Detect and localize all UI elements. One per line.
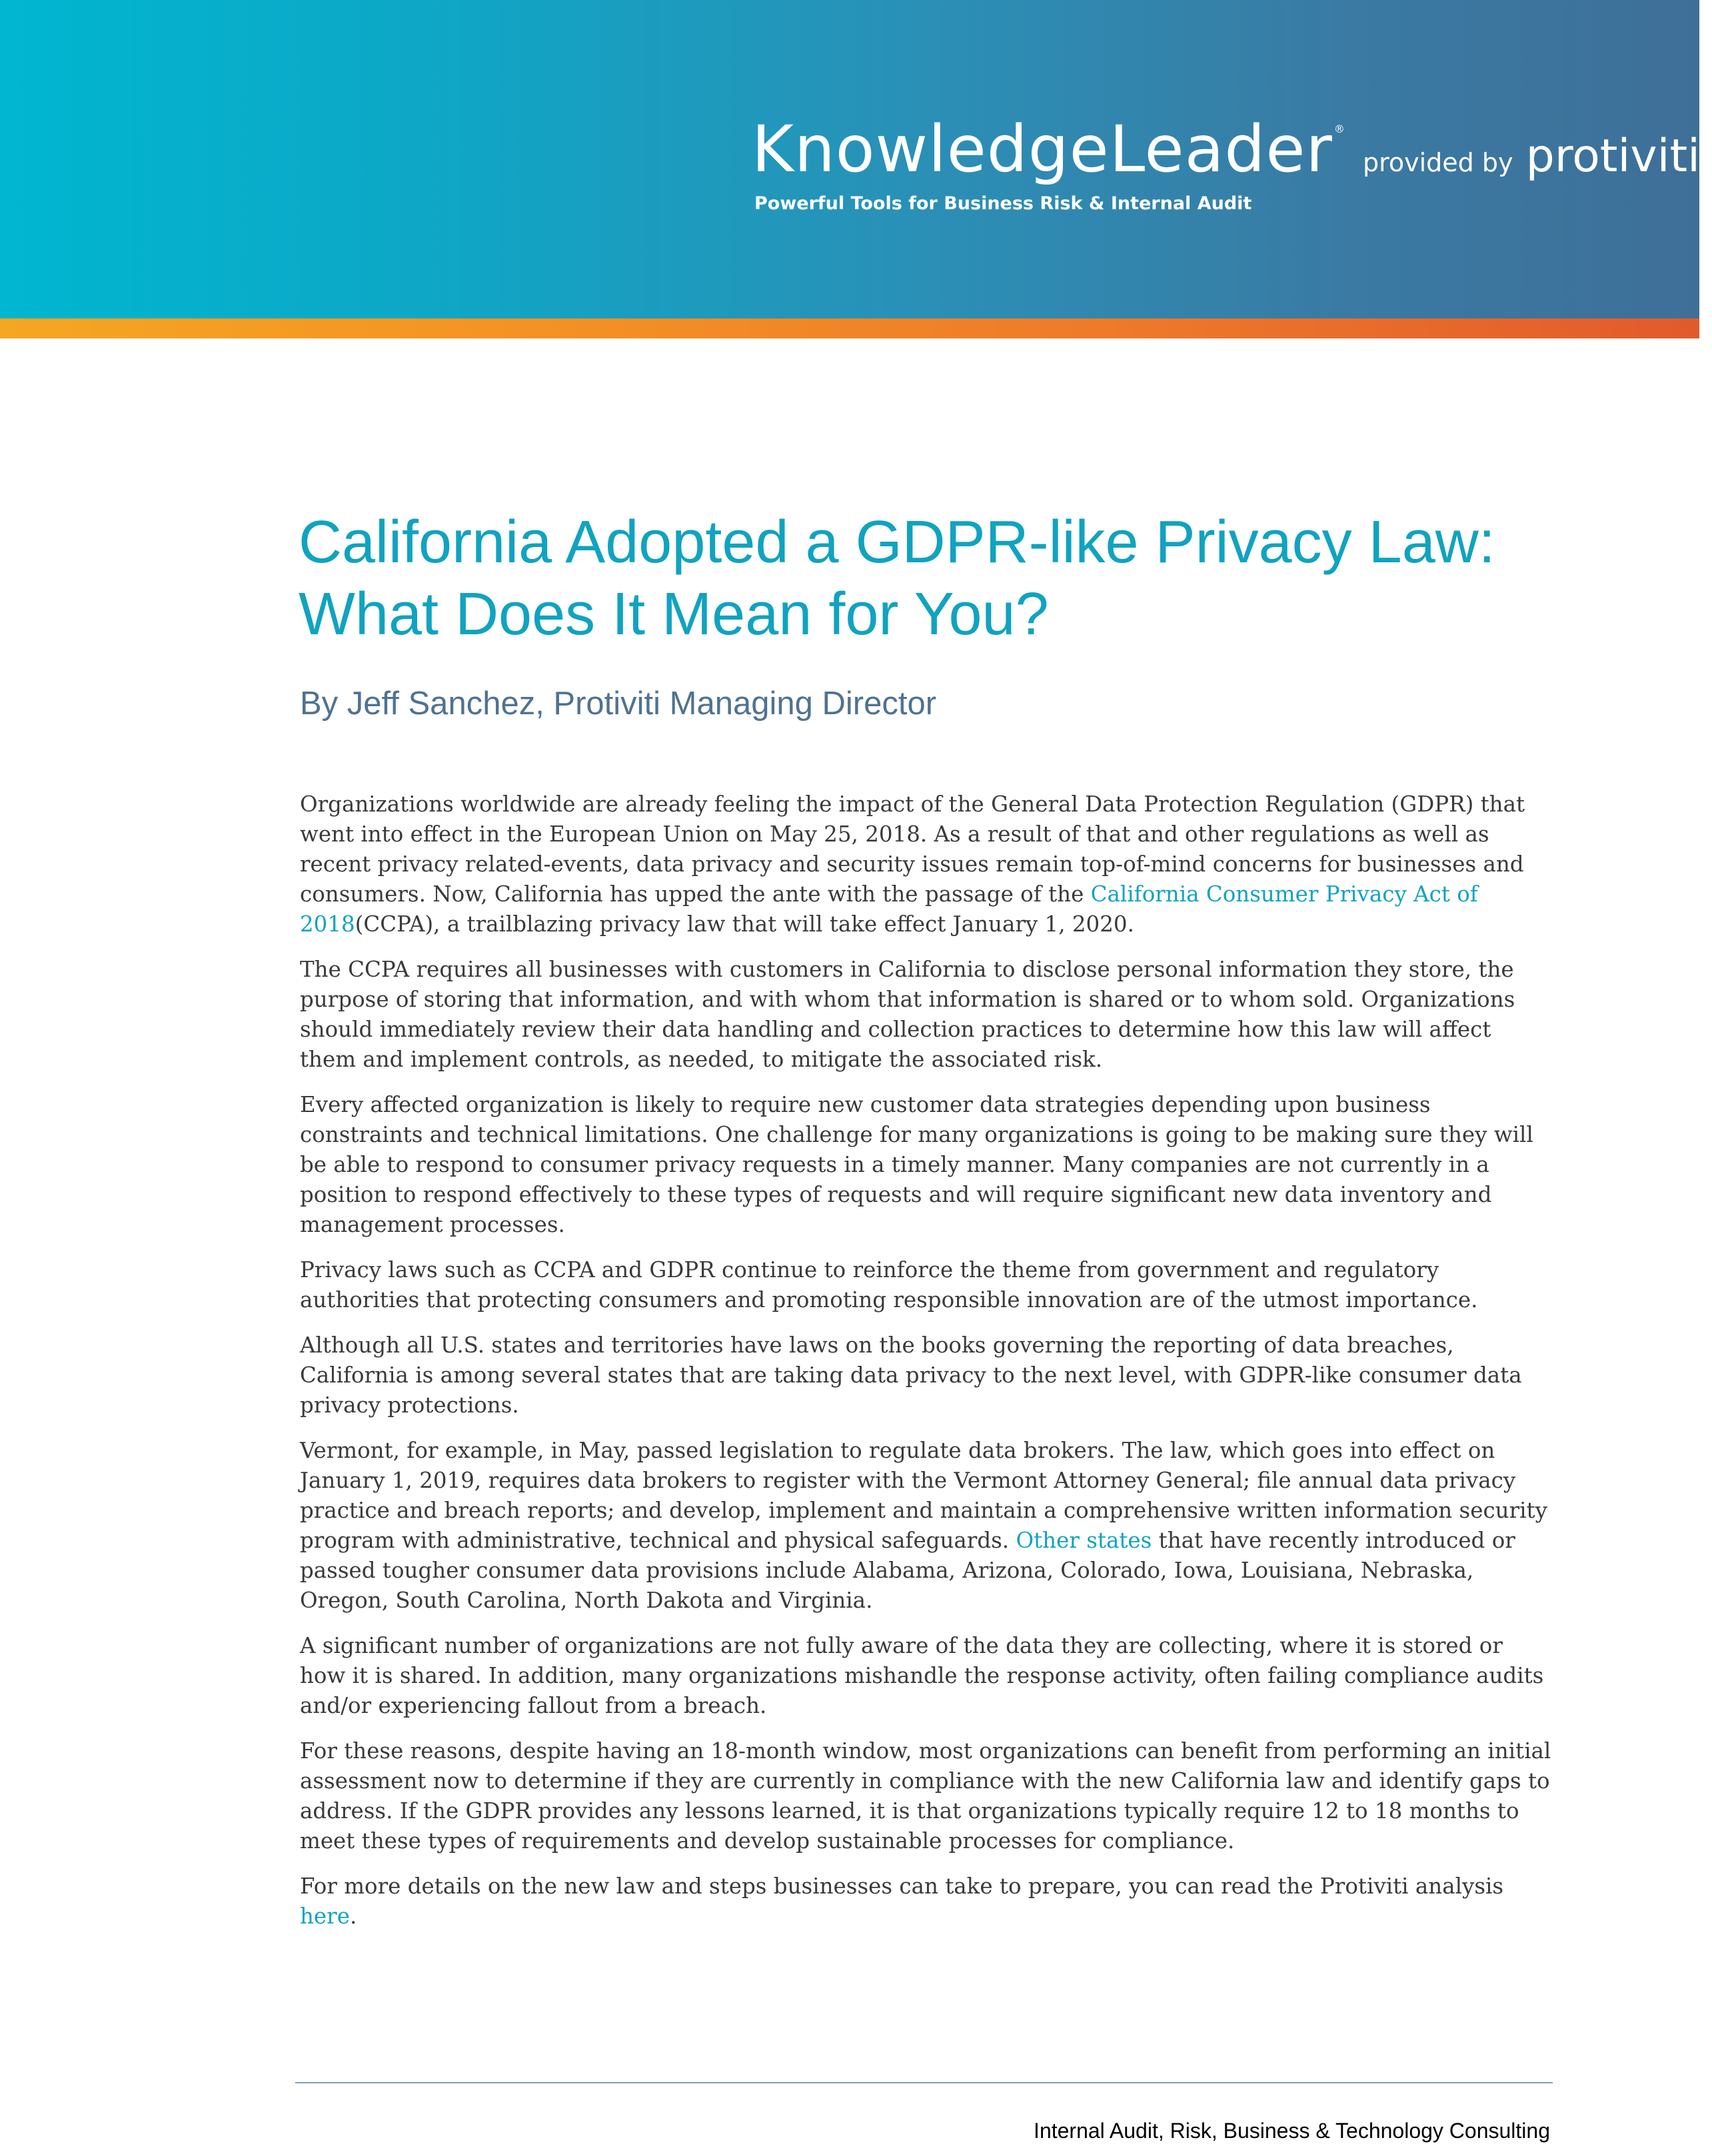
paragraph-9-text-a: For more details on the new law and steps businesses can take to prepare, you can read the Protiviti analysis: [300, 1874, 1504, 1899]
analysis-here-link[interactable]: here: [300, 1903, 350, 1929]
article-title: [299, 506, 1551, 650]
paragraph-6-text-b: that have recently introduced or passed tougher consumer data provisions include Alabama, Arizona, Colorado, Iowa, Louisiana, Nebraska, Oregon, South Carolina, North Dakota and Virginia.: [300, 1528, 1515, 1613]
title-line-2: What Does It Mean for You?: [299, 581, 1049, 648]
title-line-1: California Adopted a GDPR-like Privacy Law:: [299, 509, 1495, 576]
partner-registered-mark: ®: [1701, 123, 1712, 135]
paragraph-6: [300, 1436, 1553, 1616]
accent-stripe: [0, 318, 1699, 338]
partner-name: protiviti: [1525, 130, 1701, 183]
other-states-link[interactable]: Other states: [1016, 1528, 1152, 1553]
paragraph-6-text-a: Vermont, for example, in May, passed legislation to regulate data brokers. The law, which goes into effect on January 1, 2019, requires data brokers to register with the Vermont Attorney General; file annual data privacy practice and breach reports; and develop, implement and maintain a comprehensive written information security program with administrative, technical and physical safeguards.: [300, 1438, 1547, 1553]
paragraph-8: For these reasons, despite having an 18-month window, most organizations can benefit from performing an initial assessment now to determine if they are currently in compliance with the new California law and identify gaps to address. If the GDPR provides any lessons learned, it is that organizations typically require 12 to 18 months to meet these types of requirements and develop sustainable processes for compliance.: [300, 1738, 1551, 1854]
paragraph-9-text-b: .: [349, 1903, 357, 1929]
paragraph-5: Although all U.S. states and territories have laws on the books governing the reporting of data breaches, California is among several states that are taking data privacy to the next level, with GDPR-like consumer data privacy protections.: [300, 1333, 1522, 1418]
paragraph-9: [300, 1872, 1553, 1931]
brand-logo: [752, 112, 1712, 187]
paragraph-1: [300, 790, 1553, 939]
registered-mark: ®: [1333, 123, 1345, 135]
paragraph-4: Privacy laws such as CCPA and GDPR continue to reinforce the theme from government and regulatory authorities that protecting consumers and promoting responsible innovation are of the utmost importance.: [300, 1257, 1478, 1313]
ccpa-link[interactable]: California Consumer Privacy Act of 2018: [300, 881, 1478, 937]
paragraph-1-text-b: (CCPA), a trailblazing privacy law that will take effect January 1, 2020.: [355, 911, 1134, 937]
paragraph-2: The CCPA requires all businesses with customers in California to disclose personal information they store, the purpose of storing that information, and with whom that information is shared or to whom sold. Organizations should immediately review their data handling and collection practices to determine how this law will affect them and implement controls, as needed, to mitigate the associated risk.: [300, 957, 1515, 1072]
provided-by-label: provided by: [1362, 148, 1513, 177]
article-byline: By Jeff Sanchez, Protiviti Managing Director: [300, 686, 937, 722]
footer-text: Internal Audit, Risk, Business & Technology Consulting: [1034, 2119, 1550, 2143]
brand-tagline: Powerful Tools for Business Risk & Internal Audit: [754, 193, 1252, 214]
paragraph-7: A significant number of organizations are not fully aware of the data they are collecting, where it is stored or how it is shared. In addition, many organizations mishandle the response activity, often failing compliance audits and/or experiencing fallout from a breach.: [300, 1633, 1544, 1718]
paragraph-3: Every affected organization is likely to require new customer data strategies depending upon business constraints and technical limitations. One challenge for many organizations is going to be making sure they will be able to respond to consumer privacy requests in a timely manner. Many companies are not currently in a position to respond effectively to these types of requests and will require significant new data inventory and management processes.: [300, 1092, 1533, 1237]
paragraph-1-text-a: Organizations worldwide are already feeling the impact of the General Data Protection Regulation (GDPR) that went into effect in the European Union on May 25, 2018. As a result of that and other regulations as well as recent privacy related-events, data privacy and security issues remain top-of-mind concerns for businesses and consumers. Now, California has upped the ante with the passage of the: [300, 792, 1525, 907]
footer-divider: [295, 2082, 1553, 2083]
article-body: [300, 790, 1553, 1947]
brand-name: KnowledgeLeader: [752, 112, 1333, 187]
